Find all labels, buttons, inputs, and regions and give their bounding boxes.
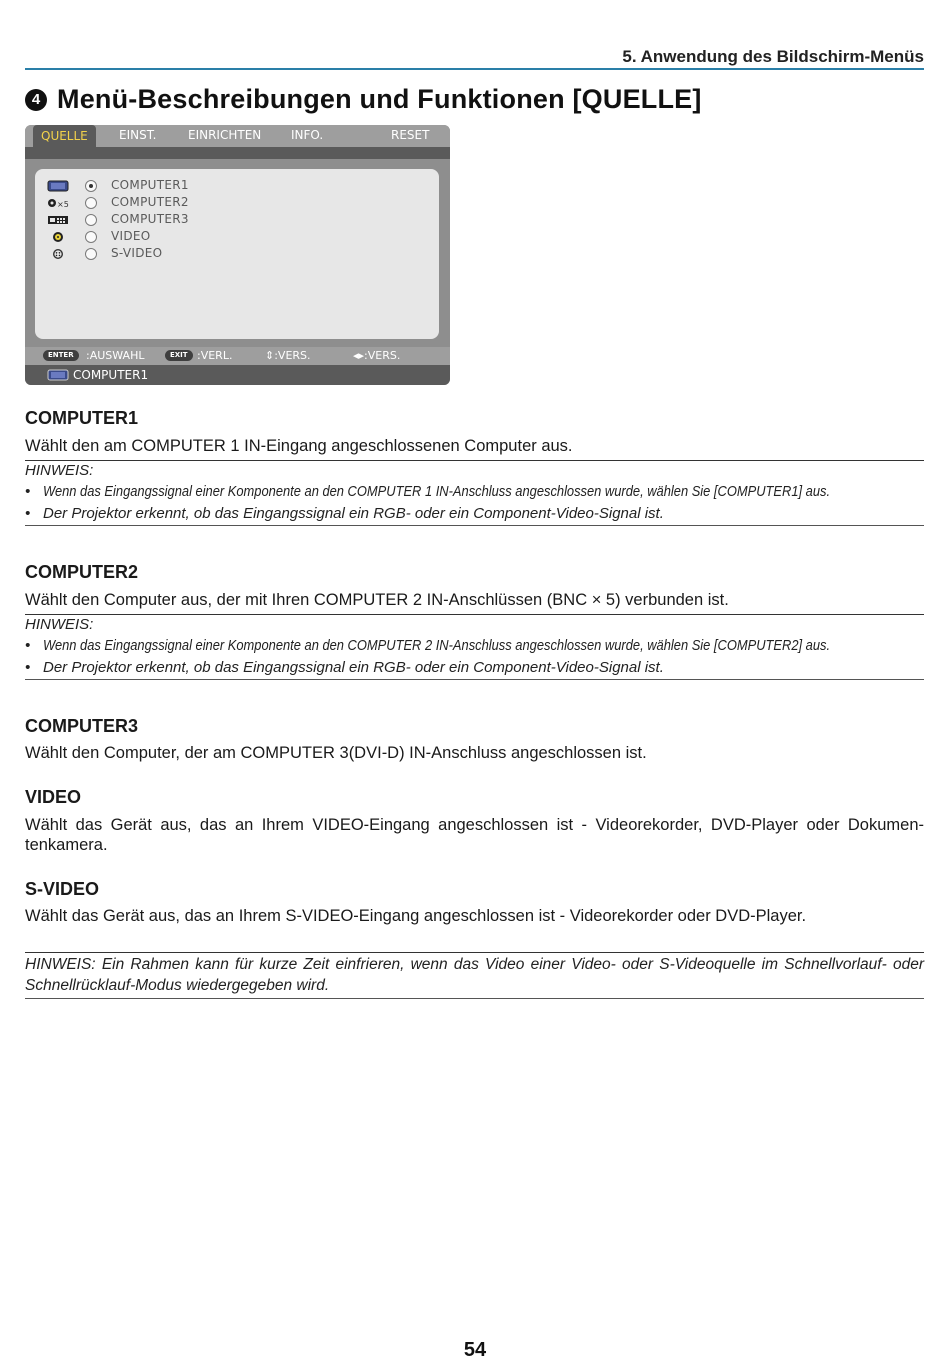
- note-text: Der Projektor erkennt, ob das Eingangssignal ein RGB- oder ein Component-Video-Signal ist.: [43, 659, 664, 676]
- osd-tab-strip: [25, 147, 450, 159]
- chapter-header: 5. Anwendung des Bildschirm-Menüs: [622, 47, 924, 66]
- enter-key-badge: ENTER: [43, 350, 79, 361]
- radio-button[interactable]: [85, 248, 97, 260]
- source-label: S-VIDEO: [111, 246, 163, 260]
- radio-button[interactable]: [85, 197, 97, 209]
- section-text-computer2: Wählt den Computer aus, der mit Ihren COMPUTER 2 IN-Anschlüssen (BNC × 5) verbunden ist.: [25, 591, 729, 609]
- note-item: • Der Projektor erkennt, ob das Eingangssignal ein RGB- oder ein Component-Video-Signal ist.: [25, 659, 664, 676]
- source-label: COMPUTER2: [111, 195, 189, 209]
- source-label: VIDEO: [111, 229, 151, 243]
- section-text-s-video: Wählt das Gerät aus, das an Ihrem S-VIDEO-Eingang angeschlossen ist - Videorekorder oder DVD-Player.: [25, 907, 807, 925]
- tab-einrichten[interactable]: EINRICHTEN: [188, 128, 262, 142]
- video-rca-icon: [47, 231, 69, 243]
- computer-monitor-icon: [47, 369, 69, 381]
- final-note: HINWEIS: Ein Rahmen kann für kurze Zeit einfrieren, wenn das Video einer Video- oder S-Videoquelle im Schnellvorlauf- oder Schnellrücklauf-Modus wiedergegeben wird.: [25, 952, 924, 999]
- osd-menu: [25, 125, 450, 385]
- radio-button[interactable]: [85, 231, 97, 243]
- source-option-computer1[interactable]: [35, 178, 335, 194]
- exit-key-badge: EXIT: [165, 350, 193, 361]
- enter-key-hint: :AUSWAHL: [86, 349, 145, 362]
- computer-monitor-icon: [47, 180, 69, 192]
- note-item: • Wenn das Eingangssignal einer Komponente an den COMPUTER 1 IN-Anschluss angeschlossen wurde, wählen Sie [COMPUTER1] aus.: [25, 481, 924, 503]
- bnc-x5-icon: [47, 197, 69, 209]
- osd-tab-bar: [25, 125, 450, 147]
- note-text: Wenn das Eingangssignal einer Komponente an den COMPUTER 1 IN-Anschluss angeschlossen wurde, wählen Sie [COMPUTER1] aus.: [43, 483, 831, 500]
- exit-key-hint: :VERL.: [197, 349, 233, 362]
- section-number-badge: 4: [25, 89, 47, 111]
- section-title-s-video: S-VIDEO: [25, 879, 100, 899]
- section-title-computer3: COMPUTER3: [25, 716, 139, 736]
- section-text-computer1: Wählt den am COMPUTER 1 IN-Eingang angeschlossenen Computer aus.: [25, 437, 573, 455]
- note-item: • Wenn das Eingangssignal einer Komponente an den COMPUTER 2 IN-Anschluss angeschlossen wurde, wählen Sie [COMPUTER2] aus.: [25, 635, 924, 657]
- page-number: 54: [463, 1339, 487, 1361]
- note-text: Der Projektor erkennt, ob das Eingangssignal ein RGB- oder ein Component-Video-Signal ist.: [43, 505, 664, 522]
- osd-source-panel: [35, 169, 439, 339]
- note-item: • Der Projektor erkennt, ob das Eingangssignal ein RGB- oder ein Component-Video-Signal ist.: [25, 505, 664, 522]
- section-title-video: VIDEO: [25, 787, 82, 807]
- updown-key-hint: ⇕:VERS.: [265, 349, 311, 362]
- source-label: COMPUTER3: [111, 212, 189, 226]
- tab-reset[interactable]: RESET: [391, 128, 430, 142]
- note-box-computer1: [25, 460, 924, 526]
- source-option-computer3[interactable]: [35, 212, 335, 228]
- tab-quelle[interactable]: QUELLE: [33, 125, 96, 147]
- radio-button[interactable]: [85, 214, 97, 226]
- radio-button-selected[interactable]: [85, 180, 97, 192]
- section-text-computer3: Wählt den Computer, der am COMPUTER 3(DVI-D) IN-Anschluss angeschlossen ist.: [25, 744, 647, 762]
- section-title-computer1: COMPUTER1: [25, 408, 139, 428]
- note-title: HINWEIS:: [25, 616, 94, 633]
- note-box-computer2: [25, 614, 924, 680]
- source-option-s-video[interactable]: [35, 246, 335, 262]
- source-option-computer2[interactable]: [35, 195, 335, 211]
- s-video-icon: [47, 248, 69, 260]
- header-divider: [25, 68, 924, 70]
- tab-einst[interactable]: EINST.: [119, 128, 157, 142]
- source-option-video[interactable]: [35, 229, 335, 245]
- dvi-connector-icon: [47, 214, 69, 226]
- page-heading: [25, 84, 702, 115]
- leftright-key-hint: ◂▸:VERS.: [353, 349, 401, 362]
- tab-info[interactable]: INFO.: [291, 128, 324, 142]
- note-text: Wenn das Eingangssignal einer Komponente an den COMPUTER 2 IN-Anschluss angeschlossen wurde, wählen Sie [COMPUTER2] aus.: [43, 637, 831, 654]
- osd-status-bar: [25, 365, 450, 385]
- source-label: COMPUTER1: [111, 178, 189, 192]
- svg-text:×5: ×5: [57, 200, 69, 209]
- section-title-computer2: COMPUTER2: [25, 562, 139, 582]
- note-title: HINWEIS:: [25, 462, 94, 479]
- current-source-label: COMPUTER1: [73, 368, 149, 382]
- section-text-video: Wählt das Gerät aus, das an Ihrem VIDEO-Eingang angeschlossen ist - Videorekorder, DVD-Player oder Dokumen-tenkamera.: [25, 816, 924, 854]
- osd-key-guide: [25, 347, 450, 365]
- page-title: Menü-Beschreibungen und Funktionen [QUELLE]: [57, 84, 702, 114]
